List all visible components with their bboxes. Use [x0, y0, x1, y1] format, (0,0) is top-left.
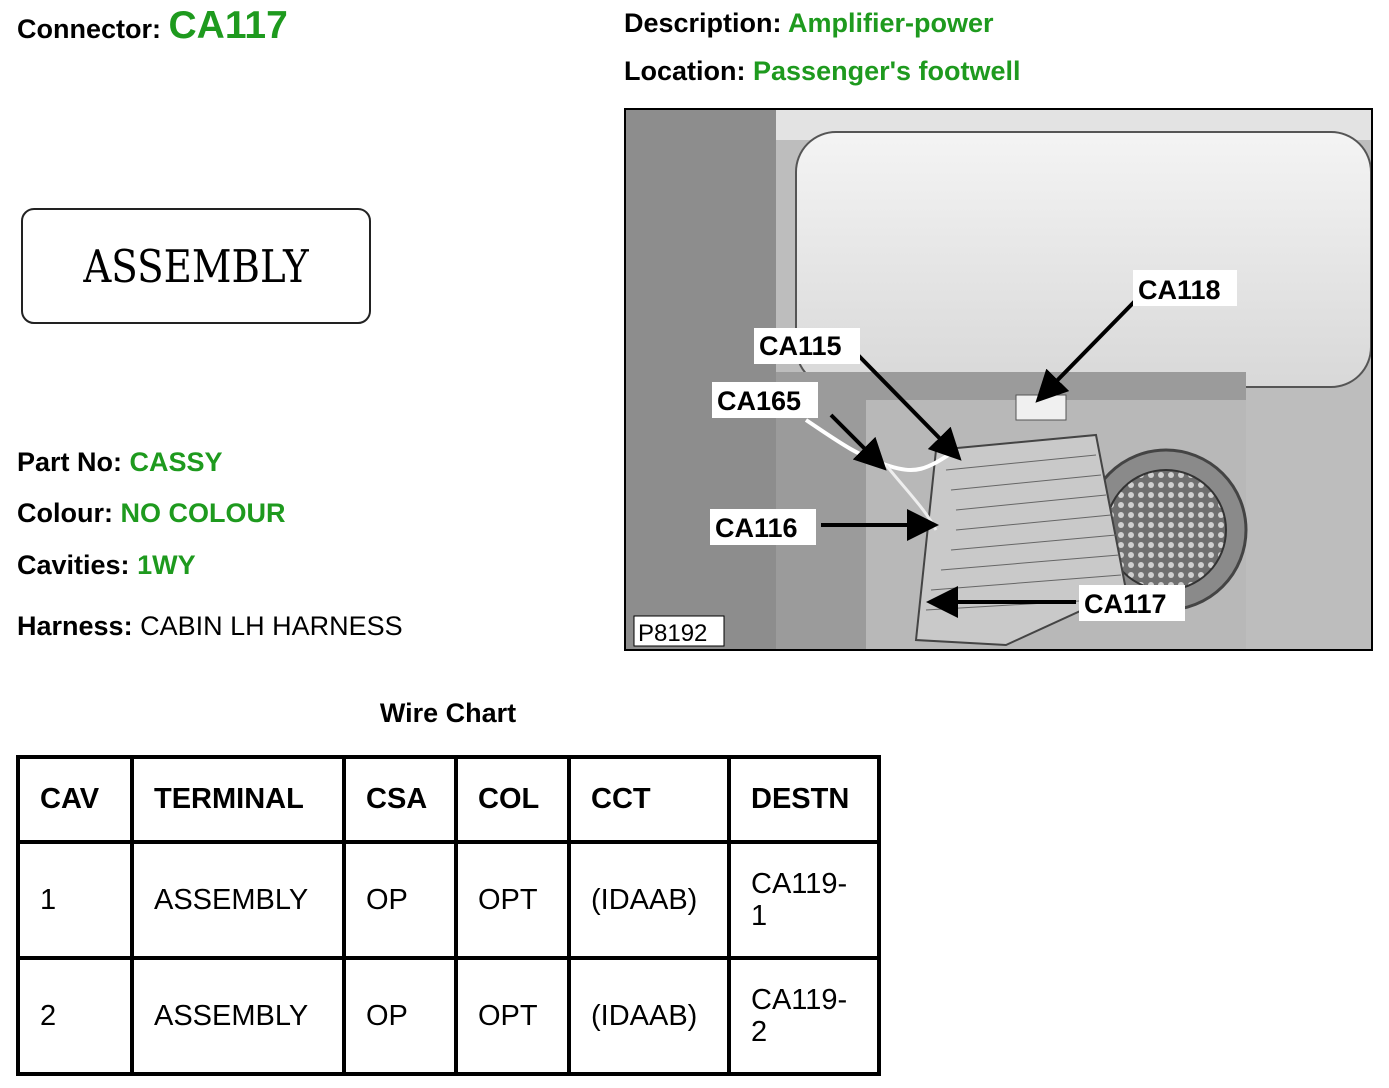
- photo-glovebox: [796, 132, 1371, 387]
- description-value: Amplifier-power: [788, 8, 994, 38]
- photo-speaker-grille: [1106, 470, 1226, 590]
- cavities-field: [17, 550, 196, 581]
- photo-left-panel: [626, 110, 776, 649]
- connector-value: CA117: [168, 4, 288, 47]
- cell-csa: OP: [344, 958, 456, 1074]
- part-no-label: Part No:: [17, 447, 123, 477]
- header-csa: CSA: [344, 757, 456, 842]
- callout-ca116: CA116: [715, 513, 798, 543]
- part-no-field: [17, 447, 223, 478]
- description-field: [624, 8, 994, 39]
- wire-chart-title: Wire Chart: [379, 698, 517, 728]
- cell-terminal: ASSEMBLY: [132, 958, 344, 1074]
- cell-cct: (IDAAB): [569, 842, 729, 958]
- header-col: COL: [456, 757, 569, 842]
- cell-col: OPT: [456, 842, 569, 958]
- cell-cav: 2: [18, 958, 132, 1074]
- cell-destn: [729, 842, 879, 958]
- header-cct: CCT: [569, 757, 729, 842]
- cavities-label: Cavities:: [17, 550, 130, 580]
- description-label: Description:: [624, 8, 782, 38]
- callout-ca118: CA118: [1138, 275, 1221, 305]
- callout-ca115: CA115: [759, 331, 842, 361]
- harness-label: Harness:: [17, 611, 133, 641]
- table-header-row: [18, 757, 879, 842]
- assembly-box-text: ASSEMBLY: [83, 239, 309, 293]
- assembly-box: [21, 208, 371, 324]
- location-photo: [624, 108, 1373, 651]
- part-no-value: CASSY: [129, 447, 223, 477]
- cell-destn-line2: 1: [751, 900, 768, 932]
- location-label: Location:: [624, 56, 746, 86]
- cell-destn-line1: CA119-: [751, 984, 848, 1016]
- harness-value: CABIN LH HARNESS: [140, 611, 403, 641]
- photo-connector-block: [1016, 395, 1066, 420]
- wire-chart-table: [16, 755, 881, 1076]
- location-value: Passenger's footwell: [753, 56, 1021, 86]
- cell-csa: OP: [344, 842, 456, 958]
- table-row: [18, 958, 879, 1074]
- colour-value: NO COLOUR: [120, 498, 286, 528]
- harness-field: [17, 611, 403, 642]
- cavities-value: 1WY: [137, 550, 196, 580]
- header-terminal: TERMINAL: [132, 757, 344, 842]
- header-cav: CAV: [18, 757, 132, 842]
- header-destn: DESTN: [729, 757, 879, 842]
- colour-field: [17, 498, 286, 529]
- cell-destn: [729, 958, 879, 1074]
- figure-id: P8192: [638, 620, 708, 647]
- connector-label: Connector:: [17, 14, 161, 44]
- location-field: [624, 56, 1021, 87]
- location-photo-drawing: [626, 110, 1371, 649]
- callout-ca117: CA117: [1084, 589, 1167, 619]
- cell-cav: 1: [18, 842, 132, 958]
- table-row: [18, 842, 879, 958]
- cell-col: OPT: [456, 958, 569, 1074]
- cell-destn-line1: CA119-: [751, 868, 848, 900]
- cell-destn-line2: 2: [751, 1016, 768, 1048]
- cell-cct: (IDAAB): [569, 958, 729, 1074]
- callout-ca165: CA165: [717, 386, 802, 416]
- cell-terminal: ASSEMBLY: [132, 842, 344, 958]
- connector-field: [17, 4, 288, 48]
- colour-label: Colour:: [17, 498, 113, 528]
